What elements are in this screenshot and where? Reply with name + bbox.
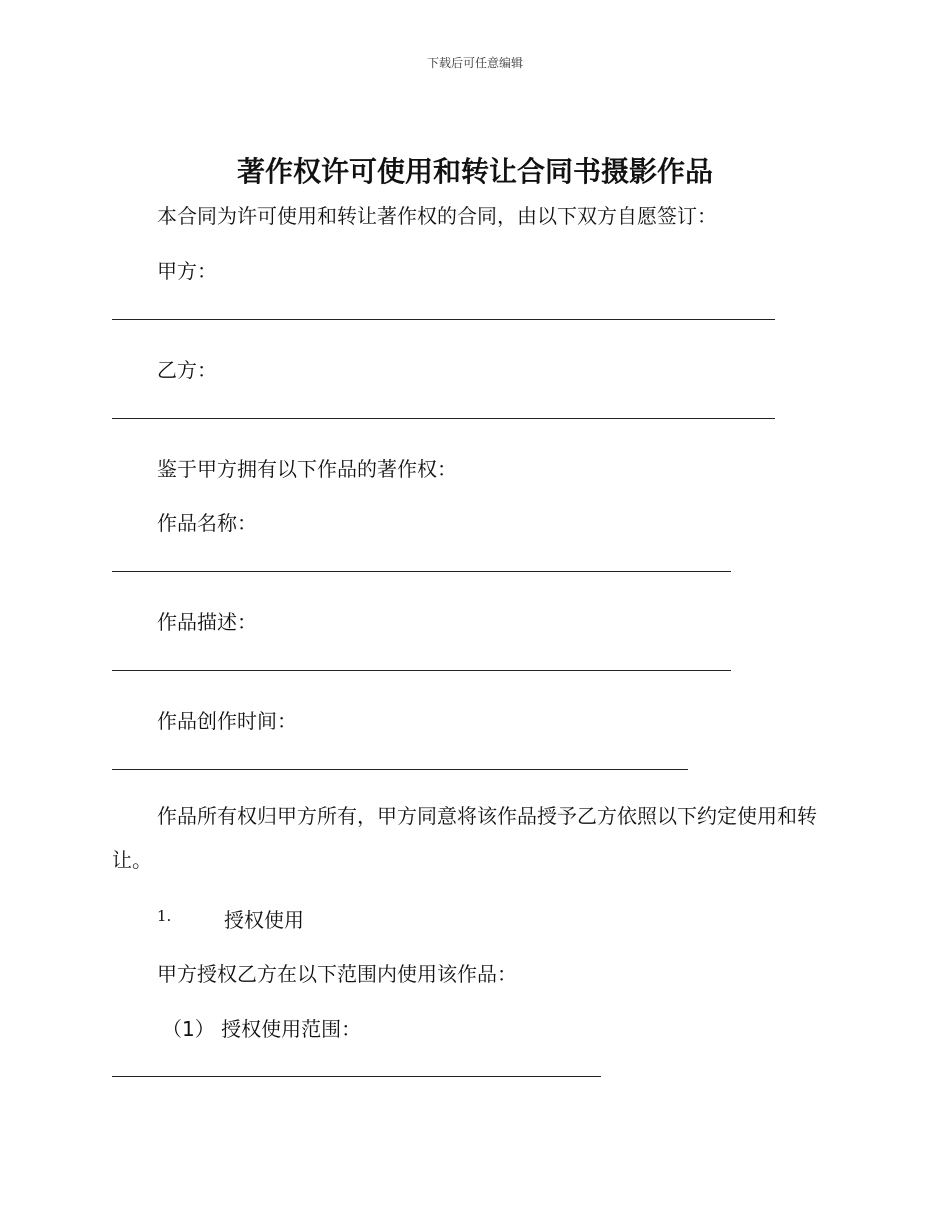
section-1-heading: 授权使用 xyxy=(224,908,304,932)
work-desc-label: 作品描述： xyxy=(157,610,257,634)
section-1-intro: 甲方授权乙方在以下范围内使用该作品： xyxy=(157,962,517,986)
work-time-label: 作品创作时间： xyxy=(157,709,297,733)
work-name-blank-line xyxy=(112,571,731,572)
scope-label: （1） 授权使用范围： xyxy=(162,1017,362,1041)
page-header-note: 下载后可任意编辑 xyxy=(426,56,523,70)
party-a-label: 甲方： xyxy=(157,259,217,283)
whereas-text: 鉴于甲方拥有以下作品的著作权： xyxy=(157,457,457,481)
party-a-blank-line xyxy=(112,319,775,320)
document-title: 著作权许可使用和转让合同书摄影作品 xyxy=(236,155,713,188)
ownership-paragraph: 作品所有权归甲方所有，甲方同意将该作品授予乙方依照以下约定使用和转让。 xyxy=(112,804,817,872)
intro-text: 本合同为许可使用和转让著作权的合同，由以下双方自愿签订： xyxy=(157,204,717,228)
party-b-blank-line xyxy=(112,418,775,419)
party-b-label: 乙方： xyxy=(157,358,217,382)
work-name-label: 作品名称： xyxy=(157,511,257,535)
scope-blank-line xyxy=(112,1076,601,1077)
work-time-blank-line xyxy=(112,769,688,770)
work-desc-blank-line xyxy=(112,670,731,671)
section-1-number: 1. xyxy=(157,907,172,925)
